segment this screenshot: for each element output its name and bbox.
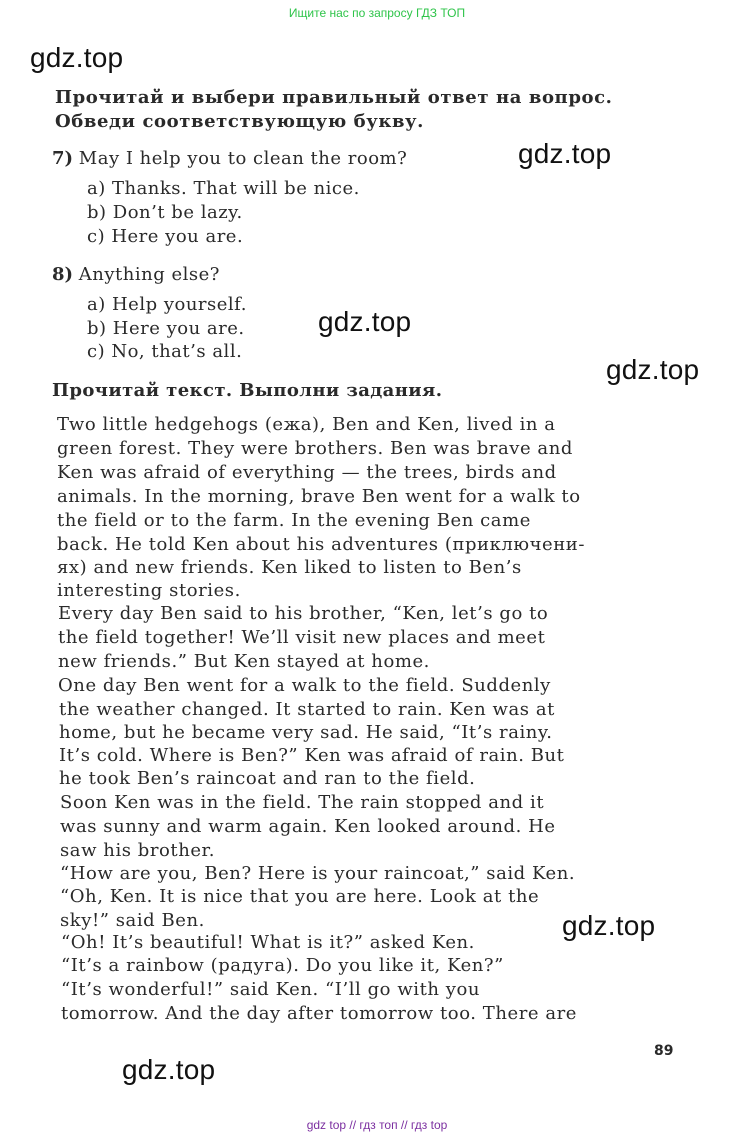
story-line: “It’s wonderful!” said Ken. “I’ll go with you	[61, 979, 481, 1000]
question-number: 7)	[52, 148, 74, 169]
watermark: gdz.top	[122, 1054, 216, 1085]
story-line: home, but he became very sad. He said, “It’s rainy.	[59, 722, 553, 743]
watermark: gdz.top	[562, 910, 656, 941]
story-line: Every day Ben said to his brother, “Ken, let’s go to	[58, 603, 549, 624]
answer-option[interactable]: b) Here you are.	[87, 318, 245, 339]
story-line: “It’s a rainbow (радуга). Do you like it, Ken?”	[61, 955, 504, 976]
instruction-line: Прочитай и выбери правильный ответ на вопрос.	[55, 87, 613, 108]
story-line: ях) and new friends. Ken liked to listen to Ben’s	[57, 557, 522, 578]
story-line: Ken was afraid of everything — the trees, birds and	[57, 462, 557, 483]
watermark: gdz.top	[518, 138, 612, 169]
question-text: Anything else?	[78, 264, 220, 285]
story-line: It’s cold. Where is Ben?” Ken was afraid of rain. But	[59, 745, 565, 766]
answer-option[interactable]: c) No, that’s all.	[87, 341, 243, 362]
question-text: May I help you to clean the room?	[78, 148, 408, 169]
story-line: animals. In the morning, brave Ben went for a walk to	[57, 486, 581, 507]
story-line: “How are you, Ben? Here is your raincoat,” said Ken.	[60, 863, 576, 884]
question-8	[52, 264, 220, 286]
watermark: gdz.top	[318, 306, 412, 337]
story-line: Soon Ken was in the field. The rain stopped and it	[60, 792, 545, 813]
bottom-links-banner[interactable]: gdz top // гдз топ // гдз top	[306, 1118, 448, 1132]
question-number: 8)	[52, 264, 74, 285]
watermark: gdz.top	[606, 354, 700, 385]
story-line: “Oh! It’s beautiful! What is it?” asked Ken.	[61, 932, 475, 953]
page-number: 89	[654, 1043, 674, 1059]
story-line: tomorrow. And the day after tomorrow too. There are	[61, 1003, 577, 1024]
story-line: interesting stories.	[57, 580, 241, 601]
top-search-banner[interactable]: Ищите нас по запросу ГДЗ ТОП	[288, 6, 466, 20]
instruction-line: Обведи соответствующую букву.	[55, 111, 425, 132]
story-line: was sunny and warm again. Ken looked around. He	[60, 816, 556, 837]
answer-option[interactable]: a) Help yourself.	[87, 294, 247, 315]
story-line: back. He told Ken about his adventures (приключени-	[57, 534, 585, 555]
answer-option[interactable]: b) Don’t be lazy.	[87, 202, 243, 223]
answer-option[interactable]: c) Here you are.	[87, 226, 244, 247]
story-line: he took Ben’s raincoat and ran to the field.	[59, 768, 476, 789]
story-line: new friends.” But Ken stayed at home.	[58, 651, 430, 672]
story-line: the field or to the farm. In the evening Ben came	[57, 510, 531, 531]
watermark: gdz.top	[30, 42, 124, 73]
story-line: the field together! We’ll visit new places and meet	[58, 627, 546, 648]
story-line: the weather changed. It started to rain. Ken was at	[59, 699, 555, 720]
story-line: sky!” said Ben.	[60, 910, 205, 931]
answer-option[interactable]: a) Thanks. That will be nice.	[87, 178, 360, 199]
instruction-line: Прочитай текст. Выполни задания.	[52, 380, 443, 401]
story-line: Two little hedgehogs (ежа), Ben and Ken, lived in a	[57, 414, 556, 435]
story-line: green forest. They were brothers. Ben was brave and	[57, 438, 573, 459]
story-line: One day Ben went for a walk to the field. Suddenly	[58, 675, 551, 696]
story-line: “Oh, Ken. It is nice that you are here. Look at the	[60, 886, 540, 907]
story-line: saw his brother.	[60, 840, 215, 861]
question-7	[52, 148, 407, 170]
